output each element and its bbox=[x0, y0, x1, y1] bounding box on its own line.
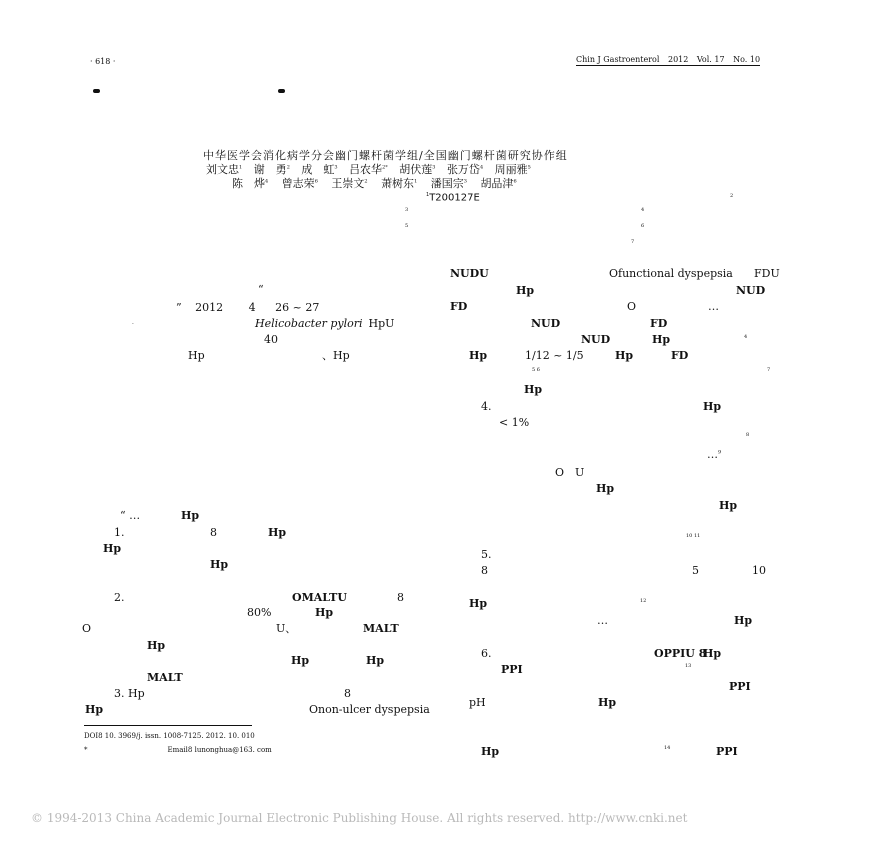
author-line-2: 陈 烨$^4$ 曾志荣$^6$ 王崇文$^2$ 萧树东$^1$ 潘国宗$^3$ 胡品津$^6$ bbox=[232, 177, 517, 190]
right-item6: 6. bbox=[481, 647, 492, 660]
author-name: 周丽雅 bbox=[494, 163, 528, 176]
right-fd-full: Ofunctional dyspepsia bbox=[609, 267, 733, 280]
right-ref: 14 bbox=[664, 745, 671, 751]
left-quote-open: “ bbox=[258, 283, 264, 296]
right-nud: NUD bbox=[736, 284, 766, 297]
right-num5: 5 bbox=[692, 564, 699, 577]
author-name: 萧树东 bbox=[381, 177, 415, 190]
journal-header bbox=[576, 56, 760, 66]
right-ref: 12 bbox=[640, 598, 647, 604]
title-bullet-right bbox=[278, 89, 285, 93]
right-hp-m: Hp bbox=[481, 745, 500, 758]
left-count: 40 bbox=[264, 333, 278, 346]
journal-vol: Vol. 17 bbox=[696, 55, 725, 64]
right-hp-g: Hp bbox=[596, 482, 615, 495]
left-hp-f: Hp bbox=[147, 639, 166, 652]
right-hp-b: Hp bbox=[652, 333, 671, 346]
right-ph: pH bbox=[469, 696, 486, 709]
left-hp-i: Hp bbox=[85, 703, 104, 716]
left-hp-c: Hp bbox=[103, 542, 122, 555]
left-o: O bbox=[82, 622, 92, 635]
right-ppi-a: PPI bbox=[501, 663, 523, 676]
right-ref: 4 bbox=[744, 334, 748, 340]
author-line-1: 刘文忠$^1$ 谢 勇$^2$ 成 虹$^3$ 吕农华$^{2*}$ 胡伏莲$^3$ 张万岱$^4$ 周丽雅$^5$ bbox=[206, 163, 531, 176]
left-u: U、 bbox=[276, 622, 297, 635]
right-dots-a: … bbox=[708, 300, 719, 313]
right-nudu: NUDU bbox=[450, 267, 489, 280]
right-hp-e: Hp bbox=[524, 383, 543, 396]
right-fd-c: FD bbox=[671, 349, 689, 362]
left-hp-a: Hp bbox=[181, 509, 200, 522]
right-nud-b: NUD bbox=[531, 317, 561, 330]
left-hp-e: Hp bbox=[315, 606, 334, 619]
author-name: 曾志荣 bbox=[281, 177, 315, 190]
left-hp: Hp bbox=[188, 349, 205, 362]
author-name: 王崇文 bbox=[331, 177, 365, 190]
left-dots: “ … bbox=[120, 509, 141, 522]
left-malt: MALT bbox=[363, 622, 399, 635]
right-ref: 7 bbox=[767, 367, 771, 373]
page-number: · 618 · bbox=[90, 57, 116, 66]
left-hp-g: Hp bbox=[291, 654, 310, 667]
left-pathogen: Helicobacter pylori HpU bbox=[255, 317, 395, 330]
right-ppi-b: PPI bbox=[729, 680, 751, 693]
journal-year: 2012 bbox=[667, 55, 689, 64]
right-fd: FD bbox=[450, 300, 468, 313]
footnote-doi: DOI8 10. 3969/j. issn. 1008-7125. 2012. 10. 010 bbox=[84, 732, 255, 740]
title-bullet-left bbox=[93, 89, 100, 93]
left-item2-num: 8 bbox=[397, 591, 404, 604]
right-dots-c: … bbox=[597, 614, 608, 627]
right-fdu: FDU bbox=[754, 267, 780, 280]
right-ref: 10 11 bbox=[686, 533, 701, 539]
left-hp-d: Hp bbox=[210, 558, 229, 571]
left-item1: 1. bbox=[114, 526, 125, 539]
right-ref: 8 bbox=[746, 432, 750, 438]
left-omalt: OMALTU bbox=[292, 591, 347, 604]
left-malt2: MALT bbox=[147, 671, 183, 684]
footnote-email: * Email8 lunonghua@163. com bbox=[84, 746, 272, 754]
affil-mark: 6 bbox=[641, 223, 645, 229]
affil-mark: 2 bbox=[730, 193, 734, 199]
left-mark: - bbox=[132, 321, 134, 327]
right-hp-c: Hp bbox=[469, 349, 488, 362]
left-item1-num: 8 bbox=[210, 526, 217, 539]
right-hp-l: Hp bbox=[598, 696, 617, 709]
journal-no: No. 10 bbox=[733, 55, 761, 64]
affil-mark: 3 bbox=[405, 207, 409, 213]
right-ou: O U bbox=[555, 466, 585, 479]
author-group: 中华医学会消化病学分会幽门螺杆菌学组/全国幽门螺杆菌研究协作组 bbox=[203, 149, 568, 162]
right-item5: 5. bbox=[481, 548, 492, 561]
right-num8: 8 bbox=[481, 564, 488, 577]
affil-mark: 4 bbox=[641, 207, 645, 213]
right-num10: 10 bbox=[752, 564, 766, 577]
author-name: 胡品津 bbox=[480, 177, 514, 190]
right-ppi-c: PPI bbox=[716, 745, 738, 758]
right-nud-c: NUD bbox=[581, 333, 611, 346]
right-ref: 13 bbox=[685, 663, 692, 669]
right-hp-k: Hp bbox=[703, 647, 722, 660]
left-date: ” 2012 4 26 ~ 27 bbox=[176, 301, 320, 314]
left-hp-b: Hp bbox=[268, 526, 287, 539]
right-ref: 5 6 bbox=[532, 367, 540, 373]
right-ratio: 1/12 ~ 1/5 bbox=[525, 349, 584, 362]
left-hp-h: Hp bbox=[366, 654, 385, 667]
right-lt1: < 1% bbox=[499, 416, 530, 429]
author-name: 陈 烨 bbox=[232, 177, 265, 190]
right-hp-d: Hp bbox=[615, 349, 634, 362]
affil-mark: 7 bbox=[631, 239, 635, 245]
right-hp-a: Hp bbox=[516, 284, 535, 297]
author-name: 刘文忠 bbox=[206, 163, 239, 176]
right-hp-h: Hp bbox=[719, 499, 738, 512]
right-hp-j: Hp bbox=[734, 614, 753, 627]
right-oppiu: OPPIU 8 bbox=[654, 647, 707, 660]
footnote-rule bbox=[84, 725, 252, 726]
right-item4: 4. bbox=[481, 400, 492, 413]
author-name: 吕农华 bbox=[349, 163, 383, 176]
author-name: 谢 勇 bbox=[253, 163, 287, 176]
right-dots-b: …$^9$ bbox=[707, 448, 722, 461]
left-item2: 2. bbox=[114, 591, 125, 604]
right-hp-i: Hp bbox=[469, 597, 488, 610]
left-non-ulcer: Onon-ulcer dyspepsia bbox=[309, 703, 430, 716]
right-hp-f: Hp bbox=[703, 400, 722, 413]
right-fd-b: FD bbox=[650, 317, 668, 330]
copyright-footer: © 1994-2013 China Academic Journal Electronic Publishing House. All rights reserved. http://www.cnki.net bbox=[31, 811, 688, 825]
left-item3: 3. Hp bbox=[114, 687, 145, 700]
left-hp2: 、Hp bbox=[322, 349, 350, 362]
author-name: 胡伏莲 bbox=[399, 163, 433, 176]
journal-name: Chin J Gastroenterol bbox=[576, 55, 660, 64]
affil-mark: 5 bbox=[405, 223, 409, 229]
author-name: 成 虹 bbox=[301, 163, 335, 176]
right-o: O bbox=[627, 300, 637, 313]
affiliation-code: $^1$T200127E bbox=[426, 192, 480, 204]
left-pct: 80% bbox=[247, 606, 272, 619]
left-item3-num: 8 bbox=[344, 687, 351, 700]
author-name: 张万岱 bbox=[446, 163, 480, 176]
author-name: 潘国宗 bbox=[430, 177, 464, 190]
